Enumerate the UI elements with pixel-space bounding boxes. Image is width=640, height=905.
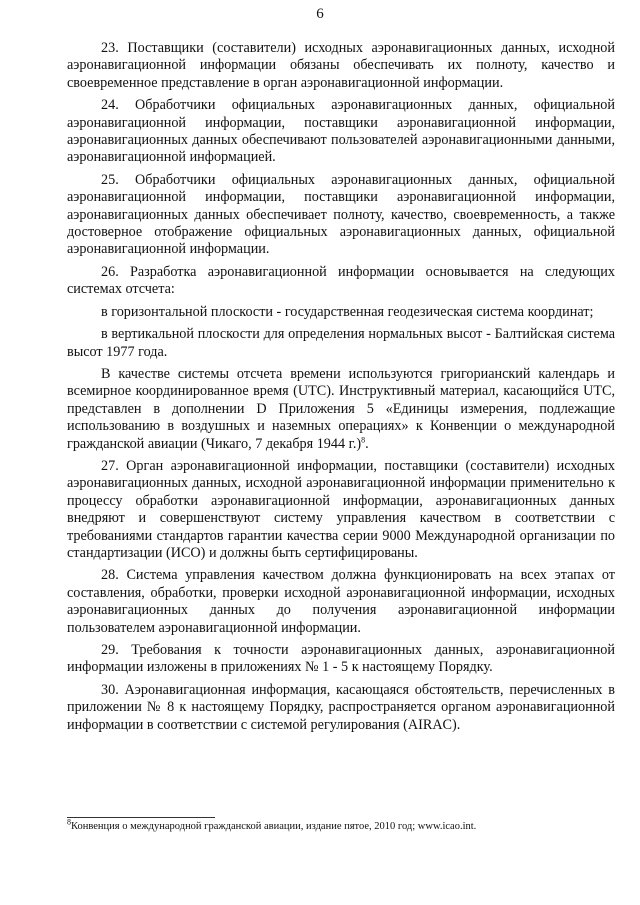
footnote-text: Конвенция о международной гражданской авиации, издание пятое, 2010 год; www.icao.int. (71, 821, 477, 832)
footnote (67, 817, 615, 833)
paragraph-28: 28. Система управления качеством должна функционировать на всех этапах от составления, обработки, проверки исходной аэронавигационной информации, исходных аэронавигационных данных до получения аэронавигационной информации пользователем аэронавигационной информации. (67, 567, 615, 636)
footnote-reference: 8 (361, 434, 366, 444)
paragraph-26-horizontal: в горизонтальной плоскости - государственная геодезическая система координат; (101, 303, 594, 320)
paragraph-26: 26. Разработка аэронавигационной информации основывается на следующих системах отсчета: (67, 263, 615, 298)
page-number: 6 (316, 6, 324, 22)
footnote-divider (67, 817, 215, 818)
footnote-marker: 8 (67, 817, 71, 827)
paragraph-24: 24. Обработчики официальных аэронавигационных данных, официальной аэронавигационной информации, поставщики аэронавигационной информации, аэронавигационных данных обеспечивают пользователей аэронавигационными данными, аэронавигационной информацией. (67, 97, 615, 166)
paragraph-26-vertical: в вертикальной плоскости для определения нормальных высот - Балтийская система высот 1977 года. (67, 326, 615, 360)
paragraph-27: 27. Орган аэронавигационной информации, поставщики (составители) исходных аэронавигационных данных, исходной аэронавигационной информации применительно к процессу обработки аэронавигационной информации, аэронавигационных данных внедряют и совершенствуют систему управления качеством в соответствии с требованиями стандартов гарантии качества серии 9000 Международной организации по стандартизации (ИСО) и должны быть сертифицированы. (67, 457, 615, 561)
document-body (67, 40, 615, 739)
paragraph-30: 30. Аэронавигационная информация, касающаяся обстоятельств, перечисленных в приложении № 8 к настоящему Порядку, распространяется органом аэронавигационной информации в соответствии с системой регулирования (AIRAC). (67, 681, 615, 733)
paragraph-26-time-text: В качестве системы отсчета времени используются григорианский календарь и всемирное координированное время (UTC). Инструктивный материал, касающийся UTC, представлен в дополнении D Приложения 5 «Единицы измерения, подлежащие использованию в воздушных и наземных операциях» к Конвенции о международной гражданской авиации (Чикаго, 7 декабря 1944 г.) (67, 365, 615, 452)
paragraph-26-time: В качестве системы отсчета времени используются григорианский календарь и всемирное координированное время (UTC). Инструктивный материал, касающийся UTC, представлен в дополнении D Приложения 5 «Единицы измерения, подлежащие использованию в воздушных и наземных операциях» к Конвенции о международной гражданской авиации (Чикаго, 7 декабря 1944 г.)$^8$. (67, 365, 615, 452)
paragraph-25: 25. Обработчики официальных аэронавигационных данных, официальной аэронавигационной информации, поставщики аэронавигационной информации, аэронавигационных данных обеспечивает полноту, качество, своевременность, а также достоверное отображение официальных аэронавигационных данных, официальной аэронавигационной информации. (67, 171, 615, 258)
paragraph-23: 23. Поставщики (составители) исходных аэронавигационных данных, исходной аэронавигационной информации обязаны обеспечивать их полноту, качество и своевременное представление в орган аэронавигационной информации. (67, 40, 615, 91)
paragraph-29: 29. Требования к точности аэронавигационных данных, аэронавигационной информации изложены в приложениях № 1 - 5 к настоящему Порядку. (67, 642, 615, 676)
